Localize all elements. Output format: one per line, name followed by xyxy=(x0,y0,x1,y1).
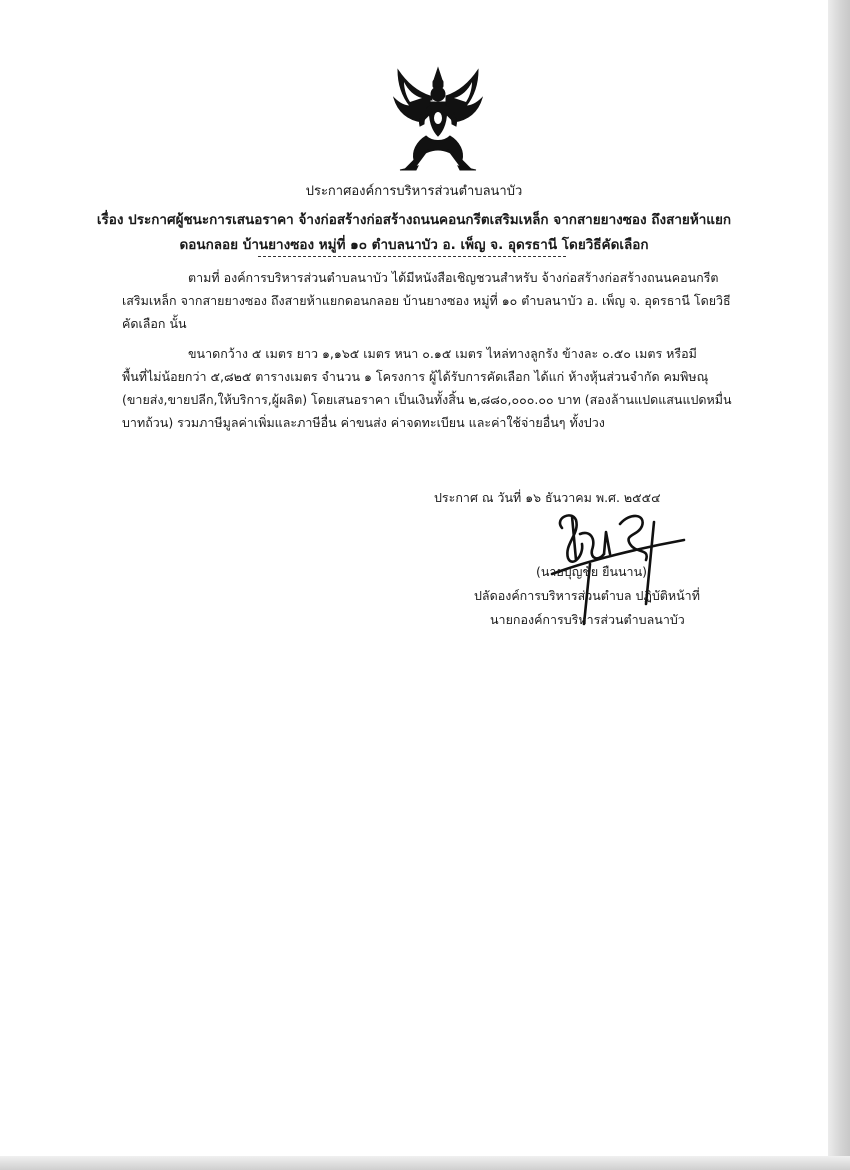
signer-position-2: นายกองค์การบริหารส่วนตำบลนาบัว xyxy=(490,612,685,627)
scan-edge-bottom xyxy=(0,1156,850,1170)
paragraph-line: ขนาดกว้าง ๕ เมตร ยาว ๑,๑๖๕ เมตร หนา ๐.๑๕ เมตร ไหล่ทางลูกรัง ข้างละ ๐.๕๐ เมตร หรือมี xyxy=(188,346,697,361)
subject-line-2: ดอนกลอย บ้านยางซอง หมู่ที่ ๑๐ ตำบลนาบัว อ. เพ็ญ จ. อุดรธานี โดยวิธีคัดเลือก xyxy=(179,237,649,253)
paragraph-award xyxy=(122,342,750,434)
announce-date: ประกาศ ณ วันที่ ๑๖ ธันวาคม พ.ศ. ๒๕๕๔ xyxy=(434,490,661,505)
signer-position-1: ปลัดองค์การบริหารส่วนตำบล ปฏิบัติหน้าที่ xyxy=(474,588,700,603)
paragraph-line: บาทถ้วน) รวมภาษีมูลค่าเพิ่มและภาษีอื่น ค่าขนส่ง ค่าจดทะเบียน และค่าใช้จ่ายอื่นๆ ทั้งปวง xyxy=(122,415,605,430)
dashed-divider xyxy=(258,256,566,257)
signer-name: (นายบุญชัย ยืนนาน) xyxy=(536,564,647,579)
paragraph-line: เสริมเหล็ก จากสายยางซอง ถึงสายห้าแยกดอนกลอย บ้านยางซอง หมู่ที่ ๑๐ ตำบลนาบัว อ. เพ็ญ จ. อุดรธานี โดยวิธี xyxy=(122,293,731,308)
paragraph-invitation xyxy=(122,266,750,335)
scan-edge-right xyxy=(828,0,850,1170)
paragraph-line: พื้นที่ไม่น้อยกว่า ๕,๘๒๕ ตารางเมตร จำนวน ๑ โครงการ ผู้ได้รับการคัดเลือก ได้แก่ ห้างหุ้นส่วนจำกัด คมพิษณุ xyxy=(122,369,709,384)
paragraph-line: (ขายส่ง,ขายปลีก,ให้บริการ,ผู้ผลิต) โดยเสนอราคา เป็นเงินทั้งสิ้น ๒,๘๘๐,๐๐๐.๐๐ บาท (สองล้านแปดแสนแปดหมื่น xyxy=(122,392,732,407)
issuer-title: ประกาศองค์การบริหารส่วนตำบลนาบัว xyxy=(305,184,523,199)
paragraph-line: คัดเลือก นั้น xyxy=(122,316,187,331)
garuda-emblem-icon xyxy=(392,66,484,174)
subject-line-1: เรื่อง ประกาศผู้ชนะการเสนอราคา จ้างก่อสร้างก่อสร้างถนนคอนกรีตเสริมเหล็ก จากสายยางซอง ถึงสายห้าแยก xyxy=(96,212,732,228)
paragraph-line: ตามที่ องค์การบริหารส่วนตำบลนาบัว ได้มีหนังสือเชิญชวนสำหรับ จ้างก่อสร้างก่อสร้างถนนคอนกรีต xyxy=(188,270,719,285)
